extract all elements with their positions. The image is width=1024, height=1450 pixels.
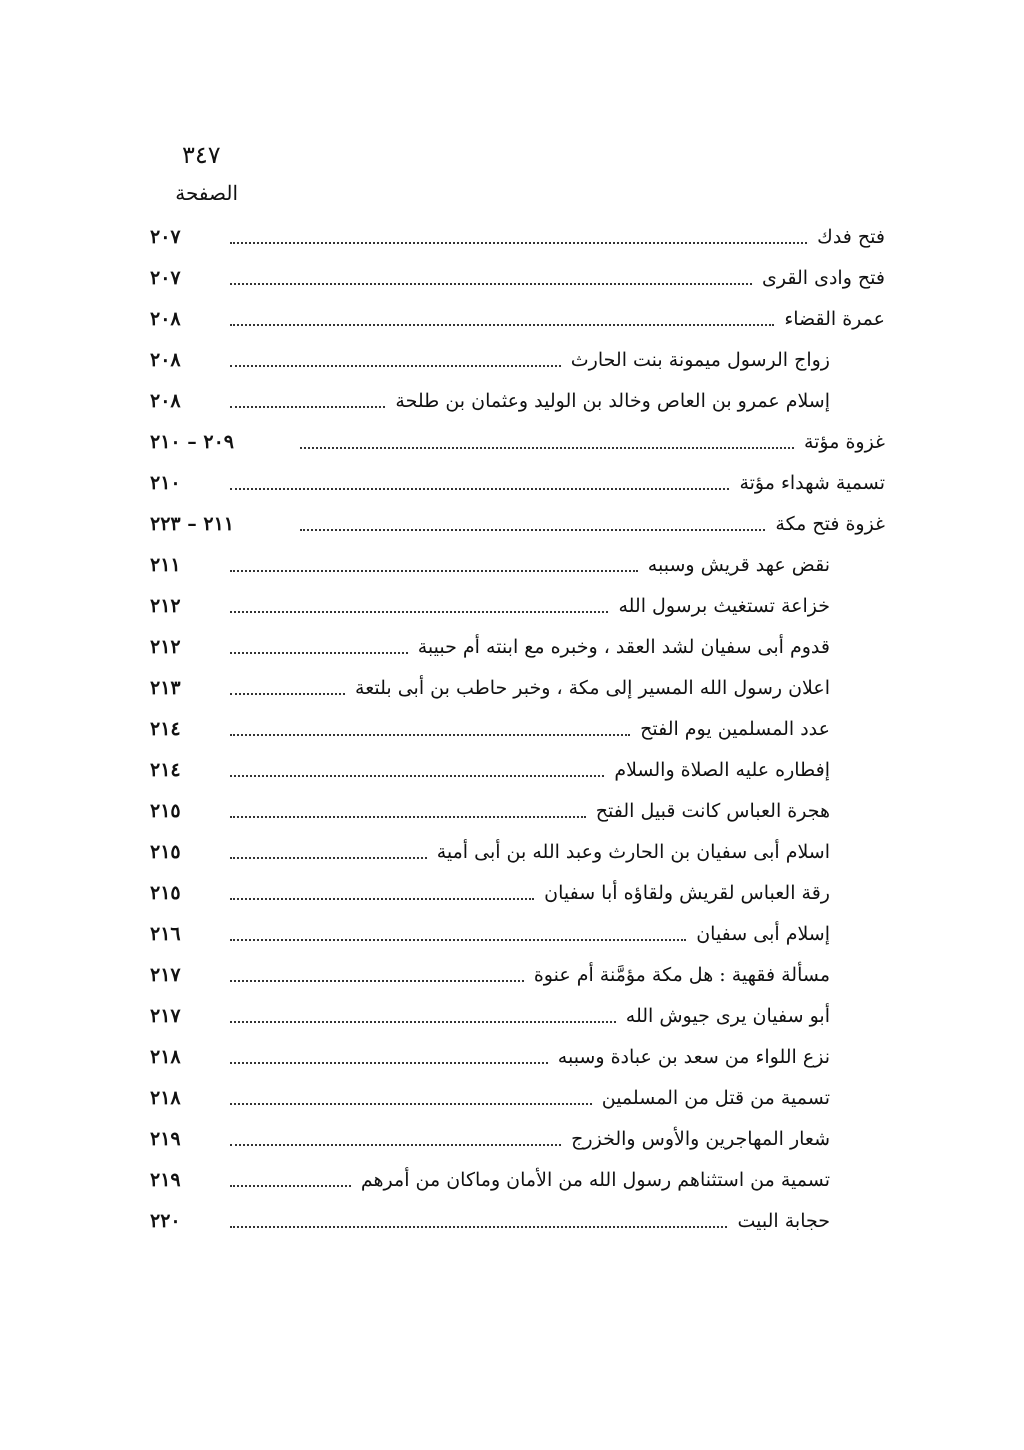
toc-entry bbox=[150, 749, 885, 790]
toc-entry bbox=[150, 790, 885, 831]
dot-leader bbox=[300, 447, 794, 449]
dot-leader bbox=[230, 1103, 592, 1105]
toc-entry bbox=[150, 913, 885, 954]
toc-entry-title: عدد المسلمين يوم الفتح bbox=[640, 717, 830, 740]
toc-entry-title: شعار المهاجرين والأوس والخزرج bbox=[571, 1127, 830, 1150]
toc-entry bbox=[150, 667, 885, 708]
dot-leader bbox=[230, 857, 427, 859]
dot-leader bbox=[230, 1062, 548, 1064]
dot-leader bbox=[230, 693, 345, 695]
toc-entry-title: غزوة مؤتة bbox=[803, 430, 885, 453]
toc-entry bbox=[150, 380, 885, 421]
toc-entry-page: ٢١٤ bbox=[150, 758, 181, 781]
dot-leader bbox=[230, 488, 729, 490]
toc-entry-title: نقض عهد قريش وسببه bbox=[647, 553, 830, 576]
toc-entry-title: تسمية من قتل من المسلمين bbox=[601, 1086, 830, 1109]
toc-entry bbox=[150, 462, 885, 503]
toc-entry-title: إسلام عمرو بن العاص وخالد بن الوليد وعثمان بن طلحة bbox=[395, 389, 830, 412]
dot-leader bbox=[230, 1144, 561, 1146]
toc-entry-title: خزاعة تستغيث برسول الله bbox=[618, 594, 830, 617]
toc-entry-page: ٢١٥ bbox=[150, 881, 181, 904]
toc-entry-page: ٢٠٨ bbox=[150, 389, 181, 412]
toc-entry bbox=[150, 585, 885, 626]
toc-entry-page: ٢١٣ bbox=[150, 676, 181, 699]
toc-entry bbox=[150, 1200, 885, 1241]
toc-entry-page: ٢٠٨ bbox=[150, 348, 181, 371]
toc-entry-title: تسمية شهداء مؤتة bbox=[739, 471, 885, 494]
toc-entry-title: نزع اللواء من سعد بن عبادة وسببه bbox=[557, 1045, 830, 1068]
toc-entry-page: ٢١٢ bbox=[150, 594, 181, 617]
toc-entry-title: إسلام أبى سفيان bbox=[696, 922, 830, 945]
toc-entry-page: ٢١٨ bbox=[150, 1086, 181, 1109]
toc-entry-page: ٢٠٧ bbox=[150, 225, 181, 248]
toc-entry-page: ٢١٩ bbox=[150, 1127, 181, 1150]
dot-leader bbox=[230, 816, 586, 818]
toc-entry bbox=[150, 995, 885, 1036]
toc-entry-page: ٢١٧ bbox=[150, 963, 181, 986]
toc-entry bbox=[150, 298, 885, 339]
dot-leader bbox=[230, 1226, 727, 1228]
toc-entry-page: ٢١١ – ٢٢٣ bbox=[150, 512, 234, 535]
dot-leader bbox=[230, 283, 752, 285]
dot-leader bbox=[230, 365, 561, 367]
toc-entry-title: عمرة القضاء bbox=[784, 307, 885, 330]
toc-entry bbox=[150, 626, 885, 667]
toc-entry-title: فتح فدك bbox=[817, 225, 885, 248]
toc-entry bbox=[150, 831, 885, 872]
toc-entry bbox=[150, 257, 885, 298]
dot-leader bbox=[230, 898, 534, 900]
dot-leader bbox=[300, 529, 765, 531]
toc-entry-title: غزوة فتح مكة bbox=[775, 512, 885, 535]
toc-entry-page: ٢٢٠ bbox=[150, 1209, 181, 1232]
toc-entry-title: قدوم أبى سفيان لشد العقد ، وخبره مع ابنته أم حبيبة bbox=[417, 635, 830, 658]
toc-entry bbox=[150, 503, 885, 544]
dot-leader bbox=[230, 652, 408, 654]
toc-entry bbox=[150, 544, 885, 585]
toc-entry-page: ٢١١ bbox=[150, 553, 181, 576]
toc-entry-title: إفطاره عليه الصلاة والسلام bbox=[614, 758, 830, 781]
toc-entry-title: أبو سفيان يرى جيوش الله bbox=[625, 1004, 830, 1027]
toc-entry-title: مسألة فقهية : هل مكة مؤمَّنة أم عنوة bbox=[533, 963, 830, 986]
toc-entry bbox=[150, 339, 885, 380]
dot-leader bbox=[230, 980, 524, 982]
dot-leader bbox=[230, 406, 385, 408]
table-of-contents bbox=[150, 216, 885, 1241]
toc-entry bbox=[150, 216, 885, 257]
dot-leader bbox=[230, 775, 604, 777]
toc-entry-page: ٢١٩ bbox=[150, 1168, 181, 1191]
toc-entry-title: حجابة البيت bbox=[737, 1209, 830, 1232]
toc-entry-page: ٢١٧ bbox=[150, 1004, 181, 1027]
dot-leader bbox=[230, 324, 774, 326]
toc-entry-title: رقة العباس لقريش ولقاؤه أبا سفيان bbox=[544, 881, 830, 904]
toc-entry-page: ٢١٦ bbox=[150, 922, 181, 945]
toc-entry-page: ٢٠٩ – ٢١٠ bbox=[150, 430, 234, 453]
toc-entry-title: اسلام أبى سفيان بن الحارث وعبد الله بن أبى أمية bbox=[436, 840, 830, 863]
toc-entry-title: زواج الرسول ميمونة بنت الحارث bbox=[570, 348, 830, 371]
dot-leader bbox=[230, 570, 638, 572]
toc-entry-page: ٢١٢ bbox=[150, 635, 181, 658]
toc-entry-page: ٢٠٧ bbox=[150, 266, 181, 289]
toc-entry bbox=[150, 1159, 885, 1200]
dot-leader bbox=[230, 242, 807, 244]
dot-leader bbox=[230, 1021, 616, 1023]
dot-leader bbox=[230, 939, 686, 941]
toc-entry bbox=[150, 1036, 885, 1077]
toc-entry-page: ٢١٥ bbox=[150, 799, 181, 822]
toc-entry-page: ٢١٨ bbox=[150, 1045, 181, 1068]
toc-entry-page: ٢١٠ bbox=[150, 471, 181, 494]
toc-entry bbox=[150, 421, 885, 462]
toc-entry-title: فتح وادى القرى bbox=[762, 266, 885, 289]
toc-entry-page: ٢٠٨ bbox=[150, 307, 181, 330]
toc-entry-page: ٢١٥ bbox=[150, 840, 181, 863]
toc-entry bbox=[150, 872, 885, 913]
toc-entry-title: اعلان رسول الله المسير إلى مكة ، وخبر حاطب بن أبى بلتعة bbox=[355, 676, 830, 699]
toc-entry bbox=[150, 1118, 885, 1159]
toc-entry bbox=[150, 708, 885, 749]
dot-leader bbox=[230, 734, 630, 736]
page-number: ٣٤٧ bbox=[182, 141, 221, 169]
dot-leader bbox=[230, 1185, 351, 1187]
dot-leader bbox=[230, 611, 608, 613]
toc-entry-title: تسمية من استثناهم رسول الله من الأمان وماكان من أمرهم bbox=[360, 1168, 830, 1191]
toc-entry bbox=[150, 954, 885, 995]
page-column-header: الصفحة bbox=[175, 181, 238, 205]
toc-entry-title: هجرة العباس كانت قبيل الفتح bbox=[595, 799, 830, 822]
toc-entry bbox=[150, 1077, 885, 1118]
toc-entry-page: ٢١٤ bbox=[150, 717, 181, 740]
